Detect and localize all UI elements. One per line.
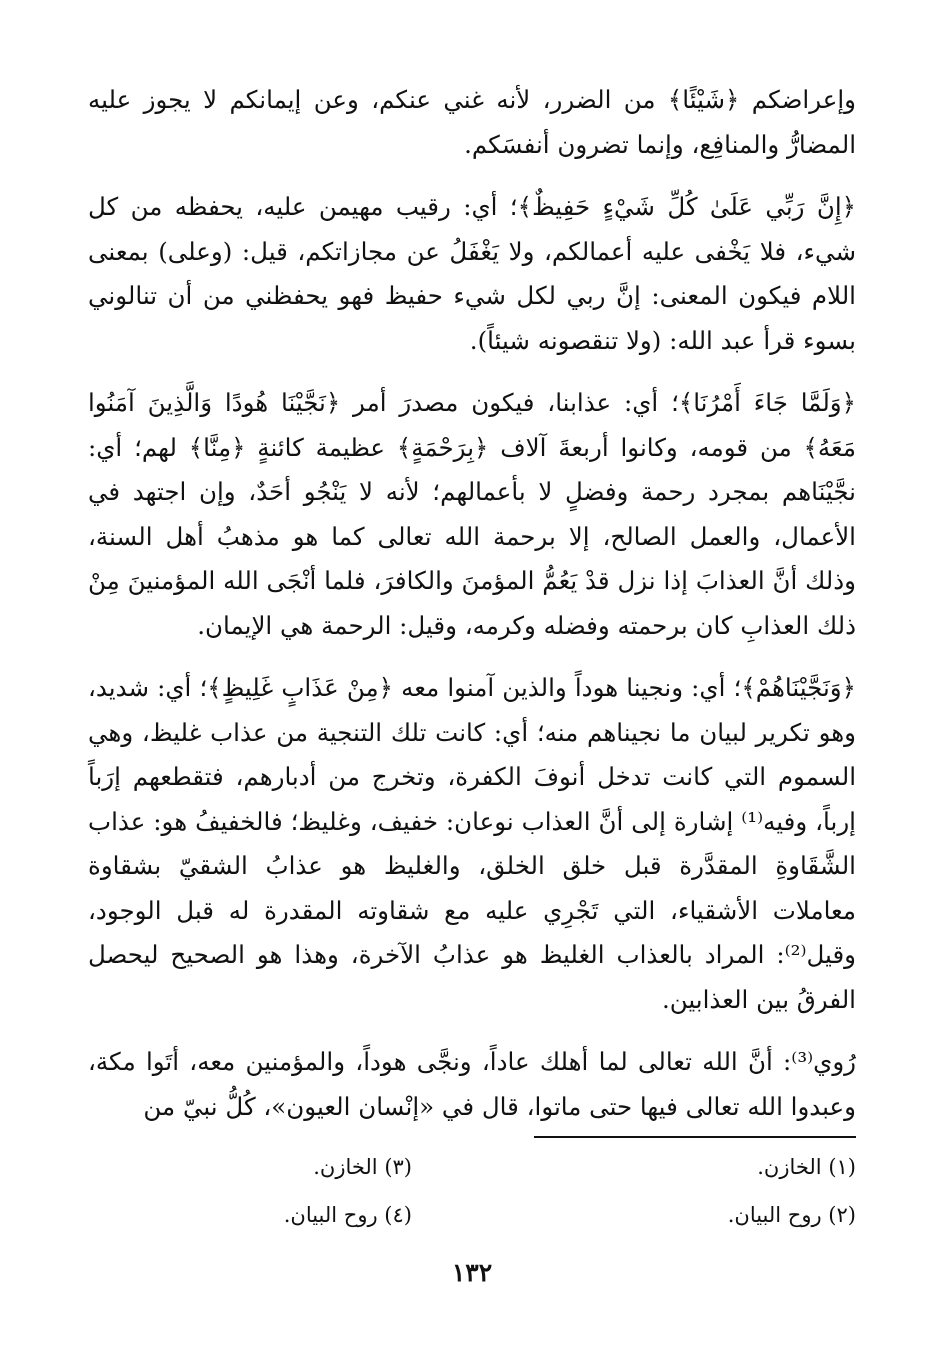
footnote-1: (١) الخازن. <box>757 1155 856 1179</box>
footnote-4: (٤) روح البيان. <box>283 1203 412 1227</box>
main-text <box>88 78 856 1129</box>
paragraph-3: ﴿وَلَمَّا جَاءَ أَمْرُنَا﴾؛ أي: عذابنا، فيكون مصدرَ أمر ﴿نَجَّيْنَا هُودًا وَالَّذِينَ آمَنُوا مَعَهُ﴾ من قومه، وكانوا أربعةَ آلاف ﴿بِرَحْمَةٍ﴾ عظيمة كائنةٍ ﴿مِنَّا﴾ لهم؛ أي: نجَّيْنَاهم بمجرد رحمة وفضلٍ لا بأعمالهم؛ لأنه لا يَنْجُو أحَدٌ، وإن اجتهد في الأعمال، والعمل الصالح، إلا برحمة الله تعالى كما هو مذهبُ أهل السنة، وذلك أنَّ العذابَ إذا نزل قدْ يَعُمُّ المؤمنَ والكافرَ، فلما أنْجَى الله المؤمنينَ مِنْ ذلك العذابِ كان برحمته وفضله وكرمه، وقيل: الرحمة هي الإيمان. <box>88 388 856 640</box>
footnotes <box>88 1150 856 1232</box>
footnote-divider <box>534 1136 856 1138</box>
page-number: ١٣٢ <box>451 1258 493 1287</box>
footnote-3: (٣) الخازن. <box>313 1155 412 1179</box>
paragraph-2: ﴿إِنَّ رَبِّي عَلَىٰ كُلِّ شَيْءٍ حَفِيظٌ﴾؛ أي: رقيب مهيمن عليه، يحفظه من كل شيء، فلا يَخْفى عليه أعمالكم، ولا يَغْفَلُ عن مجازاتكم، قيل: (وعلى) بمعنى اللام فيكون المعنى: إنَّ ربي لكل شيء حفيظ فهو يحفظني من أن تنالوني بسوء قرأ عبد الله: (ولا تنقصونه شيئاً). <box>88 192 856 355</box>
footnote-2: (٢) روح البيان. <box>727 1203 856 1227</box>
paragraph-1: وإعراضكم ﴿شَيْئًا﴾ من الضرر، لأنه غني عنكم، وعن إيمانكم لا يجوز عليه المضارُّ والمنافِع، وإنما تضرون أنفسَكم. <box>88 85 856 159</box>
paragraph-5: رُوي⁽³⁾: أنَّ الله تعالى لما أهلك عاداً، ونجَّى هوداً، والمؤمنين معه، أتَوا مكة، وعبدوا الله تعالى فيها حتى ماتوا، قال في «إنْسان العيون»، كُلُّ نبيّ من <box>88 1047 856 1121</box>
paragraph-4: ﴿وَنَجَّيْنَاهُمْ﴾؛ أي: ونجينا هوداً والذين آمنوا معه ﴿مِنْ عَذَابٍ غَلِيظٍ﴾؛ أي: شديد، وهو تكرير لبيان ما نجيناهم منه؛ أي: كانت تلك التنجية من عذاب غليظ، وهي السموم التي كانت تدخل أنوفَ الكفرة، وتخرج من أدبارهم، فتقطعهم إرَباً إرباً، وفيه⁽¹⁾ إشارة إلى أنَّ العذاب نوعان: خفيف، وغليظ؛ فالخفيفُ هو: عذاب الشَّقَاوةِ المقدَّرة قبل خلق الخلق، والغليظ هو عذابُ الشقيّ بشقاوة معاملات الأشقياء، التي تَجْرِي عليه مع شقاوته المقدرة له قبل الوجود، وقيل⁽²⁾: المراد بالعذاب الغليظ هو عذابُ الآخرة، وهذا هو الصحيح ليحصل الفرقُ بين العذابين. <box>88 673 856 1014</box>
